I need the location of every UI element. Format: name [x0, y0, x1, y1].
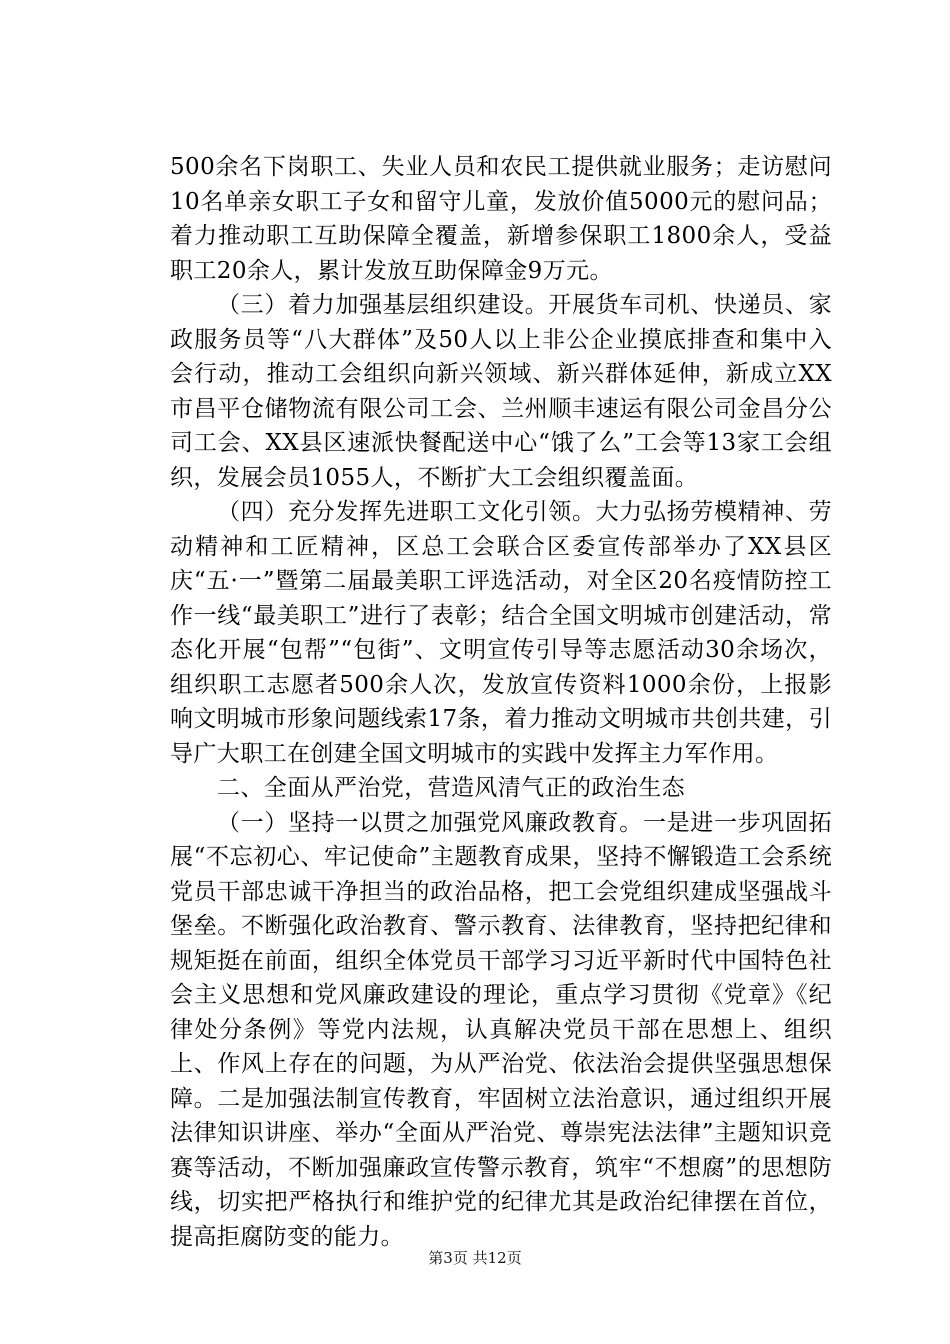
paragraph-worker-culture: （四）充分发挥先进职工文化引领。大力弘扬劳模精神、劳动精神和工匠精神，区总工会联合区委宣传部举办了XX县区庆“五·一”暨第二届最美职工评选活动，对全区20名疫情防控工作一线“最美职工”进行了表彰；结合全国文明城市创建活动，常态化开展“包帮”“包街”、文明宣传引导等志愿活动30余场次，组织职工志愿者500余人次，发放宣传资料1000余份，上报影响文明城市形象问题线索17条，着力推动文明城市共创共建，引导广大职工在创建全国文明城市的实践中发挥主力军作用。	[170, 499, 832, 767]
page-number: 第3页 共12页	[428, 1249, 522, 1267]
paragraph-continuation: 500余名下岗职工、失业人员和农民工提供就业服务；走访慰问10名单亲女职工子女和留守儿童，发放价值5000元的慰问品；着力推动职工互助保障全覆盖，新增参保职工1800余人，受益职工20余人，累计发放互助保障金9万元。	[170, 154, 832, 284]
document-body	[170, 150, 832, 1254]
paragraph-grassroots-organization: （三）着力加强基层组织建设。开展货车司机、快递员、家政服务员等“八大群体”及50人以上非公企业摸底排查和集中入会行动，推动工会组织向新兴领域、新兴群体延伸，新成立XX市昌平仓储物流有限公司工会、兰州顺丰速运有限公司金昌分公司工会、XX县区速派快餐配送中心“饿了么”工会等13家工会组织，发展会员1055人，不断扩大工会组织覆盖面。	[170, 292, 832, 491]
section-heading: 二、全面从严治党，营造风清气正的政治生态	[217, 775, 685, 801]
paragraph-integrity-education: （一）坚持一以贯之加强党风廉政教育。一是进一步巩固拓展“不忘初心、牢记使命”主题教育成果，坚持不懈锻造工会系统党员干部忠诚干净担当的政治品格，把工会党组织建成坚强战斗堡垒。不断强化政治教育、警示教育、法律教育，坚持把纪律和规矩挺在前面，组织全体党员干部学习习近平新时代中国特色社会主义思想和党风廉政建设的理论，重点学习贯彻《党章》《纪律处分条例》等党内法规，认真解决党员干部在思想上、组织上、作风上存在的问题，为从严治党、依法治会提供坚强思想保障。二是加强法制宣传教育，牢固树立法治意识，通过组织开展法律知识讲座、举办“全面从严治党、尊崇宪法法律”主题知识竞赛等活动，不断加强廉政宣传警示教育，筑牢“不想腐”的思想防线，切实把严格执行和维护党的纪律尤其是政治纪律摆在首位，提高拒腐防变的能力。	[170, 809, 832, 1250]
